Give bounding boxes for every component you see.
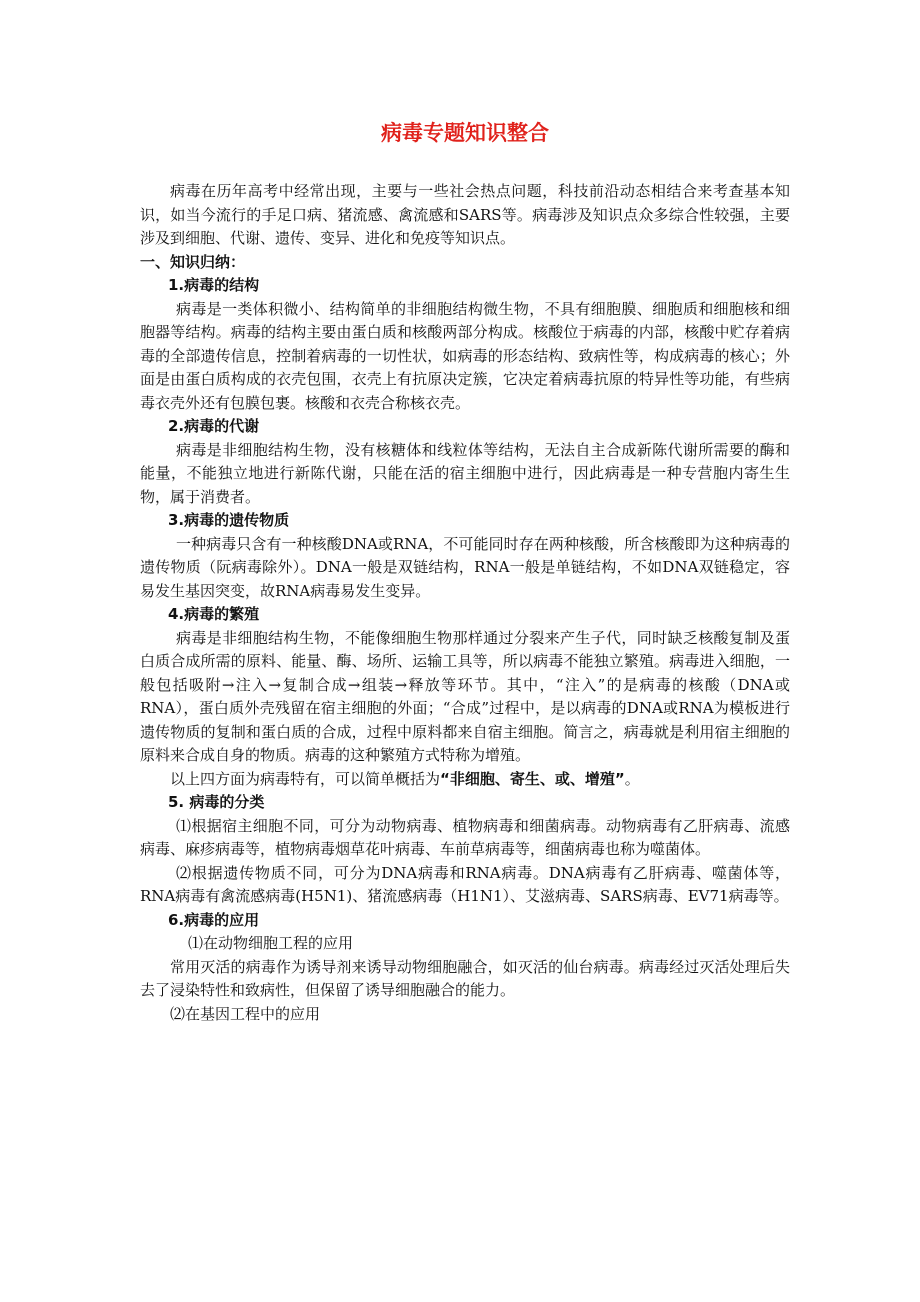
heading-genetic-material: 3.病毒的遗传物质 (168, 511, 290, 529)
summary-suffix: 。 (624, 769, 640, 788)
heading-reproduction: 4.病毒的繁殖 (168, 605, 260, 623)
summary-paragraph (140, 768, 790, 792)
subheading-animal-cell-engineering: ⑴在动物细胞工程的应用 (188, 934, 354, 952)
summary-keywords: “非细胞、寄生、或、增殖” (440, 769, 625, 788)
paragraph-animal-cell-engineering: 常用灭活的病毒作为诱导剂来诱导动物细胞融合，如灭活的仙台病毒。病毒经过灭活处理后失去了浸染特性和致病性，但保留了诱导细胞融合的能力。 (140, 957, 790, 999)
section-heading-knowledge: 一、知识归纳： (140, 252, 246, 271)
paragraph-classification-host: ⑴根据宿主细胞不同，可分为动物病毒、植物病毒和细菌病毒。动物病毒有乙肝病毒、流感病毒、麻疹病毒等，植物病毒烟草花叶病毒、车前草病毒等，细菌病毒也称为噬菌体。 (140, 816, 790, 858)
document-body (140, 180, 790, 1026)
heading-structure: 1.病毒的结构 (168, 276, 260, 294)
paragraph-reproduction: 病毒是非细胞结构生物，不能像细胞生物那样通过分裂来产生子代，同时缺乏核酸复制及蛋白质合成所需的原料、能量、酶、场所、运输工具等，所以病毒不能独立繁殖。病毒进入细胞，一般包括吸附→注入→复制合成→组装→释放等环节。其中，“注入”的是病毒的核酸（DNA或RNA），蛋白质外壳残留在宿主细胞的外面；“合成”过程中，是以病毒的DNA或RNA为模板进行遗传物质的复制和蛋白质的合成，过程中原料都来自宿主细胞。简言之，病毒就是利用宿主细胞的原料来合成自身的物质。病毒的这种繁殖方式特称为增殖。 (140, 628, 790, 764)
heading-classification: 5. 病毒的分类 (168, 793, 265, 811)
heading-metabolism: 2.病毒的代谢 (168, 417, 260, 435)
subheading-genetic-engineering: ⑵在基因工程中的应用 (170, 1004, 321, 1023)
summary-prefix: 以上四方面为病毒特有，可以简单概括为 (170, 769, 441, 788)
paragraph-classification-genetic: ⑵根据遗传物质不同，可分为DNA病毒和RNA病毒。DNA病毒有乙肝病毒、噬菌体等，RNA病毒有禽流感病毒(H5N1)、猪流感病毒（H1N1）、艾滋病毒、SARS病毒、EV71病毒等。 (140, 863, 790, 905)
intro-paragraph: 病毒在历年高考中经常出现，主要与一些社会热点问题，科技前沿动态相结合来考查基本知识，如当今流行的手足口病、猪流感、禽流感和SARS等。病毒涉及知识点众多综合性较强，主要涉及到细胞、代谢、遗传、变异、进化和免疫等知识点。 (140, 182, 790, 247)
paragraph-genetic-material: 一种病毒只含有一种核酸DNA或RNA，不可能同时存在两种核酸，所含核酸即为这种病毒的遗传物质（阮病毒除外）。DNA一般是双链结构，RNA一般是单链结构，不如DNA双链稳定，容易发生基因突变，故RNA病毒易发生变异。 (140, 534, 790, 600)
paragraph-metabolism: 病毒是非细胞结构生物，没有核糖体和线粒体等结构，无法自主合成新陈代谢所需要的酶和能量，不能独立地进行新陈代谢，只能在活的宿主细胞中进行，因此病毒是一种专营胞内寄生生物，属于消费者。 (140, 440, 790, 506)
document-title: 病毒专题知识整合 (381, 121, 549, 145)
paragraph-structure: 病毒是一类体积微小、结构简单的非细胞结构微生物，不具有细胞膜、细胞质和细胞核和细胞器等结构。病毒的结构主要由蛋白质和核酸两部分构成。核酸位于病毒的内部，核酸中贮存着病毒的全部遗传信息，控制着病毒的一切性状，如病毒的形态结构、致病性等，构成病毒的核心；外面是由蛋白质构成的衣壳包围，衣壳上有抗原决定簇，它决定着病毒抗原的特异性等功能，有些病毒衣壳外还有包膜包裹。核酸和衣壳合称核衣壳。 (140, 299, 790, 412)
heading-application: 6.病毒的应用 (168, 910, 260, 929)
